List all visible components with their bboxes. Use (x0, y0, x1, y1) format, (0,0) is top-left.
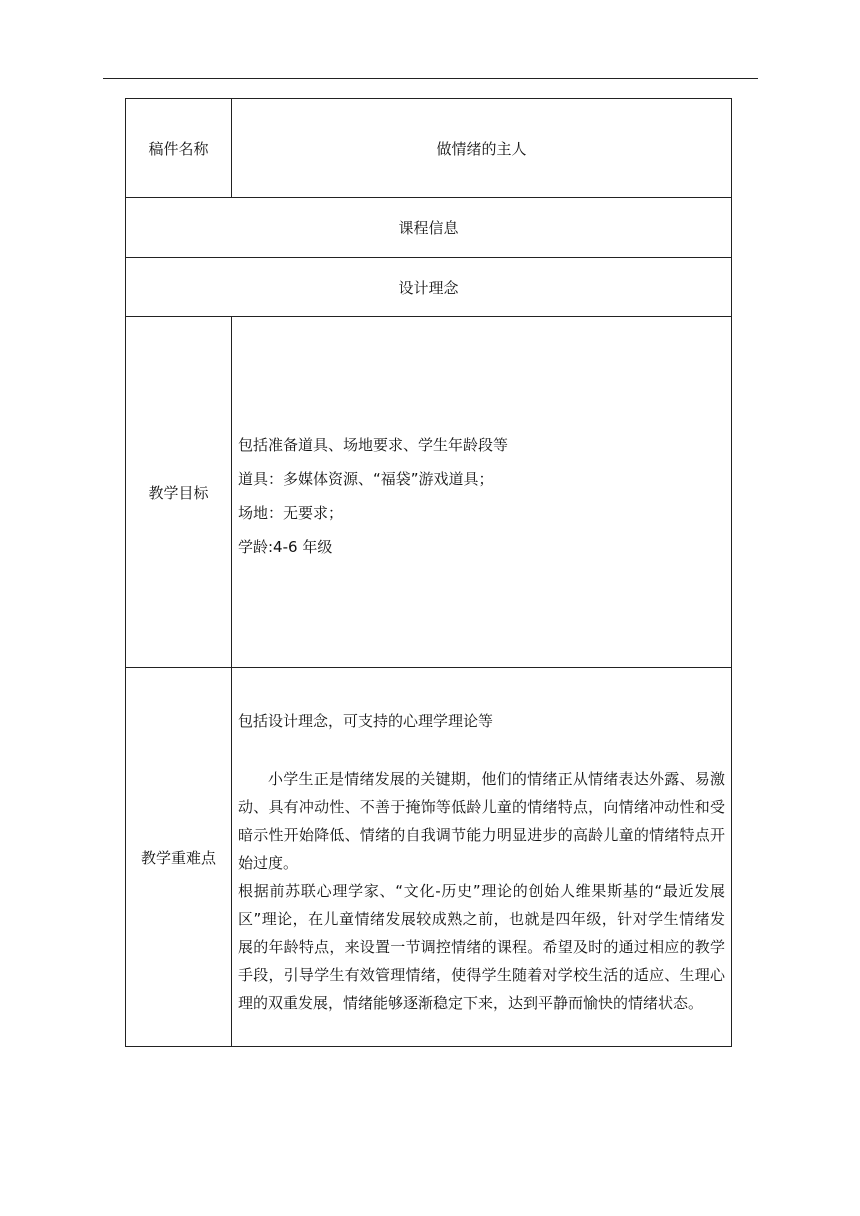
goals-venue: 场地：无要求； (238, 504, 344, 522)
key-points-content (232, 668, 732, 1047)
goals-grade: 学龄:4-6 年级 (238, 538, 333, 556)
goals-hint: 包括准备道具、场地要求、学生年龄段等 (238, 436, 509, 454)
goals-props: 道具：多媒体资源、“福袋”游戏道具； (238, 470, 494, 488)
key-points-paragraph-1: 小学生正是情绪发展的关键期，他们的情绪正从情绪表达外露、易激动、具有冲动性、不善于掩饰等低龄儿童的情绪特点，向情绪冲动性和受暗示性开始降低、情绪的自我调节能力明显进步的高龄儿童的情绪特点开始过度。 (238, 770, 725, 872)
key-points-paragraph-2: 根据前苏联心理学家、“文化-历史”理论的创始人维果斯基的“最近发展区”理论，在儿童情绪发展较成熟之前，也就是四年级，针对学生情绪发展的年龄特点，来设置一节调控情绪的课程。希望及时的通过相应的教学手段，引导学生有效管理情绪，使得学生随着对学校生活的适应、生理心理的双重发展，情绪能够逐渐稳定下来，达到平静而愉快的情绪状态。 (238, 882, 725, 1012)
title-value: 做情绪的主人 (232, 99, 732, 198)
title-label: 稿件名称 (126, 99, 232, 198)
teaching-goals-row (126, 317, 732, 668)
spacer (238, 735, 725, 765)
title-row (126, 99, 732, 198)
key-points-hint: 包括设计理念，可支持的心理学理论等 (238, 712, 494, 730)
course-info-row (126, 198, 732, 258)
teaching-goals-label: 教学目标 (126, 317, 232, 668)
header-rule (103, 78, 758, 79)
design-concept-row (126, 258, 732, 317)
course-info-heading: 课程信息 (126, 198, 732, 258)
lesson-plan-table (125, 98, 732, 1047)
design-concept-heading: 设计理念 (126, 258, 732, 317)
key-points-row (126, 668, 732, 1047)
teaching-goals-content (232, 317, 732, 668)
key-points-label: 教学重难点 (126, 668, 232, 1047)
